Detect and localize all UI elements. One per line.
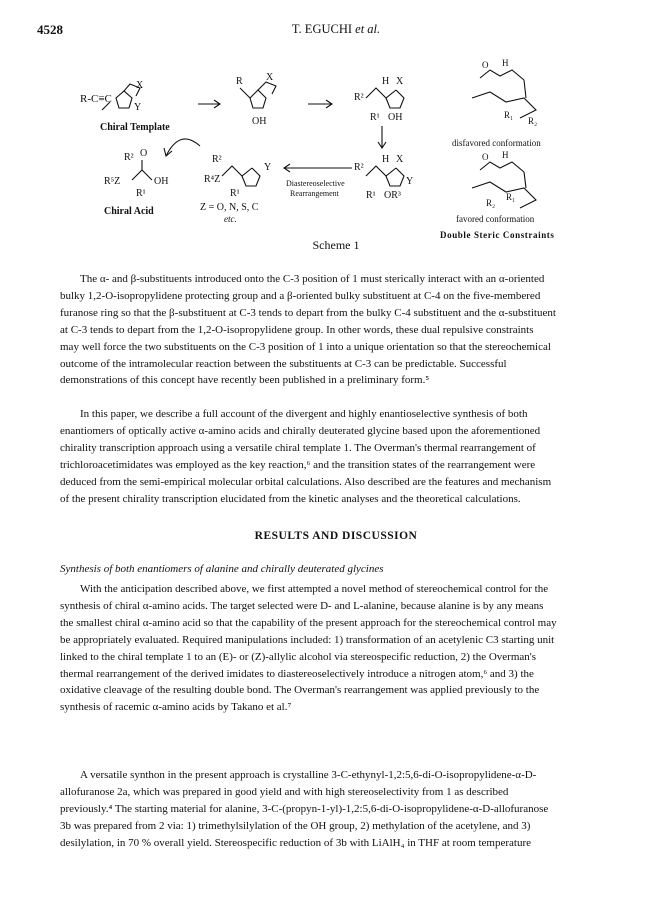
label-etc: etc. (224, 214, 237, 224)
p2-line: In this paper, we describe a full account of the divergent and highly enantioselective synthesis of both (80, 408, 528, 420)
label-conf2-r1: R₁ (506, 192, 516, 202)
running-head-author (0, 22, 672, 37)
p3-line: With the anticipation described above, we first attempted a novel method of stereochemical control for the (80, 583, 549, 595)
p1-line: furanose ring so that the β-substituent at C-3 tends to depart from the bulky C-4 substituent and the α-substituent (60, 306, 556, 319)
page-number: 4528 (37, 22, 63, 37)
p4-line: previously.⁴ The starting material for alanine, 3-C-(propyn-1-yl)-1,2:5,6-di-O-isopropylidene-α-D-allofuranose (60, 802, 549, 815)
p1-line: outcome of the intramolecular reaction between the substituents at C-3 can be predictable. Successful (60, 357, 507, 370)
scheme-1-figure (80, 58, 620, 258)
p3-line: the smallest chiral α-amino acid so that the capability of the present approach for the stereochemical control may (60, 616, 557, 629)
label-r-top: R (236, 76, 243, 87)
author-etal: et al. (352, 22, 381, 36)
p1-line: at C-3 tends to depart from the 1,2-O-isopropylidene group. In other words, these dual repulsive constraints (60, 323, 534, 336)
p3-line: linked to the chiral template 1 to an (E)- or (Z)-allylic alcohol via stereospecific reduction, 2) the Overman's (60, 650, 537, 663)
p2-line: trichloroacetimidates was employed as the key reaction,⁶ and the transition states of the rearrangement were (60, 458, 536, 471)
label-y-mid: Y (264, 162, 272, 173)
label-chiral-template: Chiral Template (100, 122, 170, 133)
p1-line: may well force the two substituents on the C-3 position of 1 into a unique orientation so that the stereochemical (60, 340, 551, 353)
scheme-caption: Scheme 1 (312, 238, 360, 252)
label-favored: favored conformation (456, 214, 535, 224)
p4-line: desilylation, in 70 % overall yield. Stereospecific reduction of 3b with LiAlH₄ in THF at room temperature (60, 836, 532, 849)
label-r2-right: R² (354, 162, 364, 173)
label-r4z: R⁴Z (204, 174, 221, 185)
p4-line: allofuranose 2a, which was prepared in good yield and with high stereoselectivity from 1 as described (60, 785, 509, 798)
label-conf1-h: H (502, 58, 509, 68)
label-x-a: X (136, 80, 144, 91)
p4-line: A versatile synthon in the present approach is crystalline 3-C-ethynyl-1,2:5,6-di-O-isopropylidene-α-D- (80, 769, 537, 781)
p3-line: oxidative cleavage of the resulting double bond. The Overman's rearrangement was applied previously to the (60, 684, 540, 697)
p2-line: deduced from the semi-empirical molecular orbital calculations. Also described are the features and mechanism (60, 475, 552, 488)
label-oh-a: OH (252, 116, 267, 127)
label-o-acid: O (140, 148, 148, 159)
label-rearrangement: Rearrangement (290, 189, 339, 198)
label-r2-a: R² (354, 92, 364, 103)
label-x-right: X (396, 154, 404, 165)
paragraph-4 (60, 767, 620, 852)
label-r1-right: R¹ (366, 190, 376, 201)
p3-line: be appropriately evaluated. Required manipulations included: 1) transformation of an acetylenic C3 starting unit (60, 633, 555, 646)
label-y-right: Y (406, 176, 414, 187)
label-y-a: Y (134, 102, 142, 113)
label-or3: OR³ (384, 190, 401, 201)
author-surname: GUCHI (312, 22, 353, 36)
p3-line: synthesis of racemic α-amino acids by Takano et al.⁷ (60, 701, 292, 714)
label-chiral-acid: Chiral Acid (104, 206, 154, 217)
p2-line: enantiomers of optically active α-amino acids and chirally deuterated glycine based upon the aforementioned (60, 424, 541, 437)
author-initial: T. E (291, 22, 313, 36)
label-conf1-o: O (482, 60, 489, 70)
label-z-def: Z = O, N, S, C (200, 202, 259, 213)
label-h-right: H (382, 154, 390, 165)
label-r1-mid: R¹ (230, 188, 240, 199)
label-conf2-o: O (482, 152, 489, 162)
label-conf2-h: H (502, 150, 509, 160)
subsection-heading: Synthesis of both enantiomers of alanine and chirally deuterated glycines (60, 563, 384, 575)
label-oh-b: OH (388, 112, 403, 123)
label-x-b: X (266, 72, 274, 83)
label-r2-mid: R² (212, 154, 222, 165)
p3-line: thermal rearrangement of the derived imidates to diastereoselectively introduce a nitrogen atom,⁶ and 3) the (60, 667, 534, 680)
label-disfavored: disfavored conformation (452, 138, 541, 148)
label-rc: R-C≡C (80, 93, 112, 105)
label-r1-acid: R¹ (136, 188, 146, 199)
label-diastereoselective: Diastereoselective (286, 179, 345, 188)
label-r2-acid: R² (124, 152, 134, 163)
label-conf2-r2: R₂ (486, 198, 496, 208)
label-conf1-r2: R₂ (528, 116, 538, 126)
paragraph-1 (60, 271, 620, 389)
p1-line: demonstrations of this concept have recently been published in a preliminary form.⁵ (60, 374, 430, 387)
paragraph-3 (60, 581, 620, 716)
label-double-steric: Double Steric Constraints (440, 230, 555, 240)
label-x-c: X (396, 76, 404, 87)
paragraph-2 (60, 406, 620, 507)
label-conf1-r1: R₁ (504, 110, 514, 120)
p4-line: 3b was prepared from 2 via: 1) trimethylsilylation of the OH group, 2) methylation of the acetylene, and 3) (60, 819, 531, 832)
p2-line: of the present chirality transcription elucidated from the kinetic analyses and the theoretical calculations. (60, 492, 521, 505)
p1-line: bulky 1,2-O-isopropylidene protecting group and a β-oriented bulky substituent at C-4 on the five-membered (60, 289, 541, 302)
section-heading: RESULTS AND DISCUSSION (254, 530, 418, 542)
label-oh-acid: OH (154, 176, 169, 187)
p2-line: chirality transcription approach using a versatile chiral template 1. The Overman's thermal rearrangement of (60, 441, 536, 454)
p3-line: synthesis of chiral α-amino acids. The target selected were D- and L-alanine, because alanine is by any means (60, 599, 544, 612)
label-h-a: H (382, 76, 390, 87)
p1-line: The α- and β-substituents introduced onto the C-3 position of 1 must sterically interact with an α-oriented (80, 273, 545, 285)
label-r5z: R⁵Z (104, 176, 121, 187)
label-r1-a: R¹ (370, 112, 380, 123)
